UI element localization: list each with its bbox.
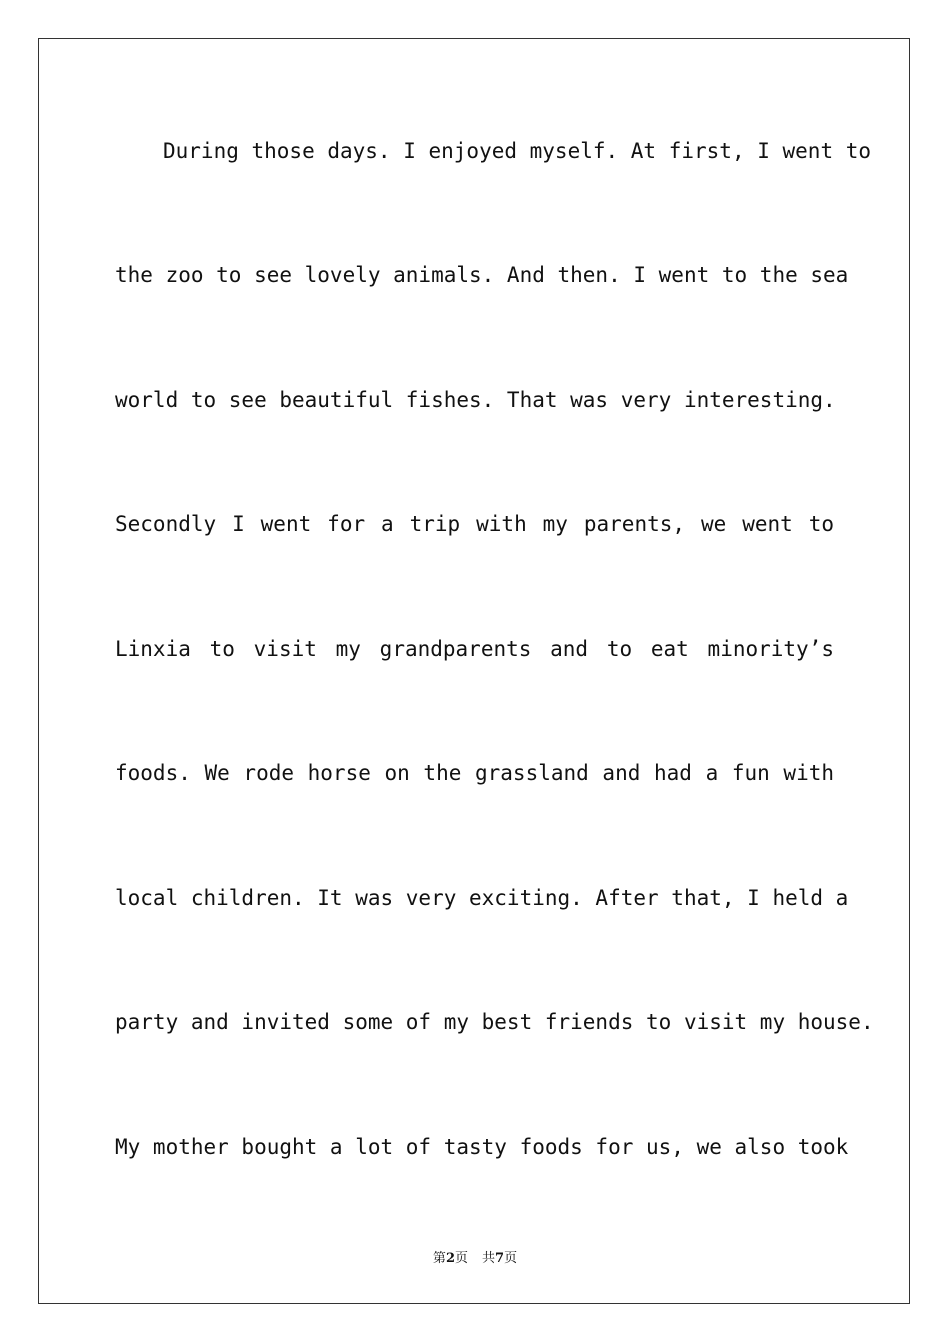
page-total	[482, 1251, 517, 1266]
paragraph-line: During those days. I enjoyed myself. At first, I went to	[163, 139, 872, 163]
current-page: 2	[445, 1251, 455, 1266]
paragraph-line: the zoo to see lovely animals. And then. I went to the sea	[115, 263, 849, 287]
paragraph-line: world to see beautiful fishes. That was very interesting.	[115, 388, 836, 412]
paragraph-line: foods. We rode horse on the grassland and had a fun with	[115, 761, 834, 785]
total-pages: 7	[495, 1251, 505, 1266]
paragraph-line: Linxia to visit my grandparents and to eat minority’s	[115, 637, 834, 661]
page-prefix: 第	[432, 1251, 446, 1266]
page-footer	[0, 1247, 950, 1266]
paragraph-line: party and invited some of my best friends to visit my house.	[115, 1010, 874, 1034]
page-number	[433, 1251, 468, 1266]
total-prefix: 共	[482, 1251, 496, 1266]
page-suffix: 页	[454, 1251, 468, 1266]
paragraph-line: Secondly I went for a trip with my parents, we went to	[115, 512, 834, 536]
paragraph-line: My mother bought a lot of tasty foods for us, we also took	[115, 1135, 849, 1159]
page-border	[38, 38, 910, 1304]
paragraph-line: local children. It was very exciting. After that, I held a	[115, 886, 849, 910]
total-suffix: 页	[504, 1251, 518, 1266]
